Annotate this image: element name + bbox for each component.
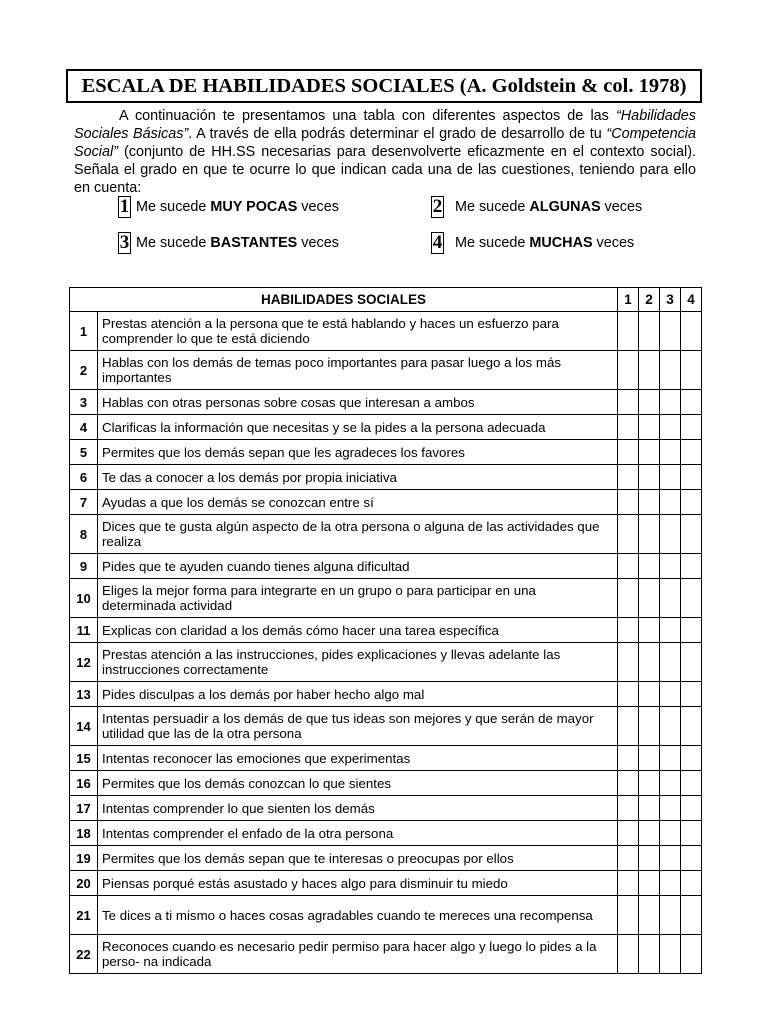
row-skill-text: Prestas atención a la persona que te está hablando y haces un esfuerzo para comprender lo que te está diciendo <box>98 312 618 351</box>
table-row <box>70 312 702 351</box>
skills-table <box>69 287 702 974</box>
answer-cell-4[interactable] <box>681 746 702 771</box>
answer-cell-2[interactable] <box>639 415 660 440</box>
intro-emphasis-1: “Habilidades Sociales Básicas” <box>74 108 696 142</box>
scale-item-2 <box>431 196 642 218</box>
answer-cell-2[interactable] <box>639 707 660 746</box>
answer-cell-4[interactable] <box>681 490 702 515</box>
row-skill-text: Ayudas a que los demás se conozcan entre sí <box>98 490 618 515</box>
table-row <box>70 707 702 746</box>
table-row <box>70 746 702 771</box>
answer-cell-3[interactable] <box>660 896 681 935</box>
row-skill-text: Intentas persuadir a los demás de que tus ideas son mejores y que serán de mayor utilidad que las de la otra persona <box>98 707 618 746</box>
answer-cell-2[interactable] <box>639 682 660 707</box>
row-skill-text: Explicas con claridad a los demás cómo hacer una tarea específica <box>98 618 618 643</box>
answer-cell-1[interactable] <box>618 821 639 846</box>
answer-cell-2[interactable] <box>639 746 660 771</box>
answer-cell-3[interactable] <box>660 579 681 618</box>
row-number: 2 <box>70 351 98 390</box>
answer-cell-3[interactable] <box>660 821 681 846</box>
answer-cell-3[interactable] <box>660 465 681 490</box>
table-row <box>70 351 702 390</box>
answer-cell-1[interactable] <box>618 771 639 796</box>
row-number: 20 <box>70 871 98 896</box>
scale-number: 1 <box>119 196 130 217</box>
answer-cell-1[interactable] <box>618 515 639 554</box>
answer-cell-3[interactable] <box>660 554 681 579</box>
answer-cell-1[interactable] <box>618 351 639 390</box>
row-number: 8 <box>70 515 98 554</box>
answer-cell-1[interactable] <box>618 440 639 465</box>
answer-cell-4[interactable] <box>681 415 702 440</box>
table-row <box>70 871 702 896</box>
answer-cell-1[interactable] <box>618 746 639 771</box>
row-number: 18 <box>70 821 98 846</box>
answer-cell-1[interactable] <box>618 312 639 351</box>
answer-cell-2[interactable] <box>639 871 660 896</box>
table-header-col-3: 3 <box>660 288 681 312</box>
row-skill-text: Hablas con otras personas sobre cosas que interesan a ambos <box>98 390 618 415</box>
row-number: 3 <box>70 390 98 415</box>
table-row <box>70 579 702 618</box>
scale-label-strong: BASTANTES <box>210 235 298 251</box>
answer-cell-3[interactable] <box>660 771 681 796</box>
answer-cell-3[interactable] <box>660 846 681 871</box>
answer-cell-2[interactable] <box>639 643 660 682</box>
row-number: 21 <box>70 896 98 935</box>
row-number: 19 <box>70 846 98 871</box>
answer-cell-1[interactable] <box>618 796 639 821</box>
table-row <box>70 796 702 821</box>
answer-cell-4[interactable] <box>681 796 702 821</box>
answer-cell-1[interactable] <box>618 896 639 935</box>
answer-cell-2[interactable] <box>639 896 660 935</box>
scale-number: 4 <box>432 232 443 253</box>
table-row <box>70 643 702 682</box>
answer-cell-4[interactable] <box>681 771 702 796</box>
answer-cell-2[interactable] <box>639 440 660 465</box>
answer-cell-4[interactable] <box>681 682 702 707</box>
answer-cell-2[interactable] <box>639 390 660 415</box>
answer-cell-4[interactable] <box>681 554 702 579</box>
row-skill-text: Pides que te ayuden cuando tienes alguna dificultad <box>98 554 618 579</box>
answer-cell-3[interactable] <box>660 707 681 746</box>
answer-cell-4[interactable] <box>681 351 702 390</box>
answer-cell-1[interactable] <box>618 871 639 896</box>
answer-cell-3[interactable] <box>660 871 681 896</box>
row-skill-text: Permites que los demás conozcan lo que sientes <box>98 771 618 796</box>
answer-cell-4[interactable] <box>681 465 702 490</box>
answer-cell-3[interactable] <box>660 618 681 643</box>
answer-cell-3[interactable] <box>660 390 681 415</box>
row-skill-text: Intentas reconocer las emociones que experimentas <box>98 746 618 771</box>
answer-cell-4[interactable] <box>681 618 702 643</box>
answer-cell-3[interactable] <box>660 796 681 821</box>
table-header-col-1: 1 <box>618 288 639 312</box>
row-number: 14 <box>70 707 98 746</box>
answer-cell-1[interactable] <box>618 579 639 618</box>
table-row <box>70 935 702 974</box>
row-skill-text: Permites que los demás sepan que les agradeces los favores <box>98 440 618 465</box>
row-number: 10 <box>70 579 98 618</box>
answer-cell-1[interactable] <box>618 554 639 579</box>
scale-label-suffix: veces <box>592 235 635 251</box>
row-number: 4 <box>70 415 98 440</box>
answer-cell-2[interactable] <box>639 618 660 643</box>
answer-cell-4[interactable] <box>681 846 702 871</box>
row-skill-text: Te das a conocer a los demás por propia iniciativa <box>98 465 618 490</box>
table-row <box>70 821 702 846</box>
row-skill-text: Intentas comprender lo que sienten los demás <box>98 796 618 821</box>
row-number: 9 <box>70 554 98 579</box>
table-row <box>70 554 702 579</box>
answer-cell-1[interactable] <box>618 935 639 974</box>
answer-cell-4[interactable] <box>681 821 702 846</box>
answer-cell-1[interactable] <box>618 682 639 707</box>
table-row <box>70 846 702 871</box>
page-title: ESCALA DE HABILIDADES SOCIALES (A. Goldstein & col. 1978) <box>66 69 702 103</box>
scale-label-suffix: veces <box>297 235 339 251</box>
answer-cell-4[interactable] <box>681 390 702 415</box>
answer-cell-1[interactable] <box>618 415 639 440</box>
answer-cell-3[interactable] <box>660 746 681 771</box>
intro-text-3: (conjunto de HH.SS necesarias para desenvolverte eficazmente en el contexto social). Señala el grado en que te ocurre lo que indican cada una de las cuestiones, teniendo para ello en cuenta: <box>74 144 696 196</box>
row-number: 13 <box>70 682 98 707</box>
answer-cell-4[interactable] <box>681 515 702 554</box>
row-number: 15 <box>70 746 98 771</box>
table-header-title: HABILIDADES SOCIALES <box>70 288 618 312</box>
row-number: 7 <box>70 490 98 515</box>
scale-item-3 <box>118 232 339 254</box>
answer-cell-2[interactable] <box>639 796 660 821</box>
scale-label-prefix: Me sucede <box>136 199 211 215</box>
table-row <box>70 390 702 415</box>
answer-cell-4[interactable] <box>681 579 702 618</box>
scale-item-4 <box>431 232 634 254</box>
answer-cell-4[interactable] <box>681 707 702 746</box>
row-skill-text: Hablas con los demás de temas poco importantes para pasar luego a los más importantes <box>98 351 618 390</box>
answer-cell-2[interactable] <box>639 312 660 351</box>
row-number: 12 <box>70 643 98 682</box>
row-skill-text: Prestas atención a las instrucciones, pides explicaciones y llevas adelante las instrucciones correctamente <box>98 643 618 682</box>
answer-cell-1[interactable] <box>618 618 639 643</box>
scale-label-suffix: veces <box>297 199 339 215</box>
row-number: 1 <box>70 312 98 351</box>
answer-cell-1[interactable] <box>618 643 639 682</box>
intro-text-1: A continuación te presentamos una tabla con diferentes aspectos de las <box>119 108 616 124</box>
row-skill-text: Intentas comprender el enfado de la otra persona <box>98 821 618 846</box>
table-row <box>70 490 702 515</box>
scale-label-prefix: Me sucede <box>136 235 211 251</box>
table-row <box>70 618 702 643</box>
row-skill-text: Permites que los demás sepan que te interesas o preocupas por ellos <box>98 846 618 871</box>
scale-label-strong: MUY POCAS <box>210 199 298 215</box>
row-skill-text: Te dices a ti mismo o haces cosas agradables cuando te mereces una recompensa <box>98 896 618 935</box>
answer-cell-1[interactable] <box>618 390 639 415</box>
row-number: 17 <box>70 796 98 821</box>
row-number: 22 <box>70 935 98 974</box>
table-row <box>70 896 702 935</box>
answer-cell-2[interactable] <box>639 821 660 846</box>
answer-cell-2[interactable] <box>639 465 660 490</box>
answer-cell-3[interactable] <box>660 415 681 440</box>
answer-cell-3[interactable] <box>660 351 681 390</box>
answer-cell-2[interactable] <box>639 846 660 871</box>
row-number: 5 <box>70 440 98 465</box>
answer-cell-3[interactable] <box>660 935 681 974</box>
row-number: 11 <box>70 618 98 643</box>
answer-cell-4[interactable] <box>681 440 702 465</box>
answer-cell-1[interactable] <box>618 846 639 871</box>
row-skill-text: Eliges la mejor forma para integrarte en un grupo o para participar en una determinada actividad <box>98 579 618 618</box>
answer-cell-3[interactable] <box>660 643 681 682</box>
answer-cell-1[interactable] <box>618 490 639 515</box>
answer-cell-2[interactable] <box>639 515 660 554</box>
row-skill-text: Dices que te gusta algún aspecto de la otra persona o alguna de las actividades que realiza <box>98 515 618 554</box>
table-row <box>70 771 702 796</box>
scale-label-prefix: Me sucede <box>455 199 530 215</box>
scale-number: 3 <box>119 232 130 253</box>
row-skill-text: Clarificas la información que necesitas y se la pides a la persona adecuada <box>98 415 618 440</box>
scale-label-strong: MUCHAS <box>529 235 593 251</box>
answer-cell-4[interactable] <box>681 643 702 682</box>
table-row <box>70 465 702 490</box>
row-skill-text: Pides disculpas a los demás por haber hecho algo mal <box>98 682 618 707</box>
answer-cell-2[interactable] <box>639 579 660 618</box>
intro-emphasis-2: “Competencia Social” <box>74 126 696 160</box>
answer-cell-4[interactable] <box>681 935 702 974</box>
intro-text-2: . A través de ella podrás determinar el grado de desarrollo de tu <box>188 126 607 142</box>
scale-label-strong: ALGUNAS <box>529 199 601 215</box>
answer-cell-2[interactable] <box>639 935 660 974</box>
scale-label-prefix: Me sucede <box>455 235 530 251</box>
row-number: 6 <box>70 465 98 490</box>
table-row <box>70 515 702 554</box>
table-row <box>70 415 702 440</box>
answer-cell-2[interactable] <box>639 554 660 579</box>
table-row <box>70 682 702 707</box>
answer-cell-4[interactable] <box>681 896 702 935</box>
answer-cell-1[interactable] <box>618 465 639 490</box>
scale-label-suffix: veces <box>600 199 643 215</box>
answer-cell-1[interactable] <box>618 707 639 746</box>
row-number: 16 <box>70 771 98 796</box>
table-body <box>70 312 702 974</box>
answer-cell-3[interactable] <box>660 515 681 554</box>
answer-cell-2[interactable] <box>639 490 660 515</box>
table-row <box>70 440 702 465</box>
scale-number: 2 <box>432 196 443 217</box>
answer-cell-3[interactable] <box>660 312 681 351</box>
table-header-col-4: 4 <box>681 288 702 312</box>
answer-cell-3[interactable] <box>660 490 681 515</box>
table-header-col-2: 2 <box>639 288 660 312</box>
answer-cell-3[interactable] <box>660 682 681 707</box>
scale-item-1 <box>118 196 339 218</box>
answer-cell-2[interactable] <box>639 351 660 390</box>
row-skill-text: Piensas porqué estás asustado y haces algo para disminuir tu miedo <box>98 871 618 896</box>
answer-cell-3[interactable] <box>660 440 681 465</box>
intro-paragraph <box>74 107 696 197</box>
answer-cell-4[interactable] <box>681 871 702 896</box>
row-skill-text: Reconoces cuando es necesario pedir permiso para hacer algo y luego lo pides a la perso- na indicada <box>98 935 618 974</box>
answer-cell-4[interactable] <box>681 312 702 351</box>
answer-cell-2[interactable] <box>639 771 660 796</box>
